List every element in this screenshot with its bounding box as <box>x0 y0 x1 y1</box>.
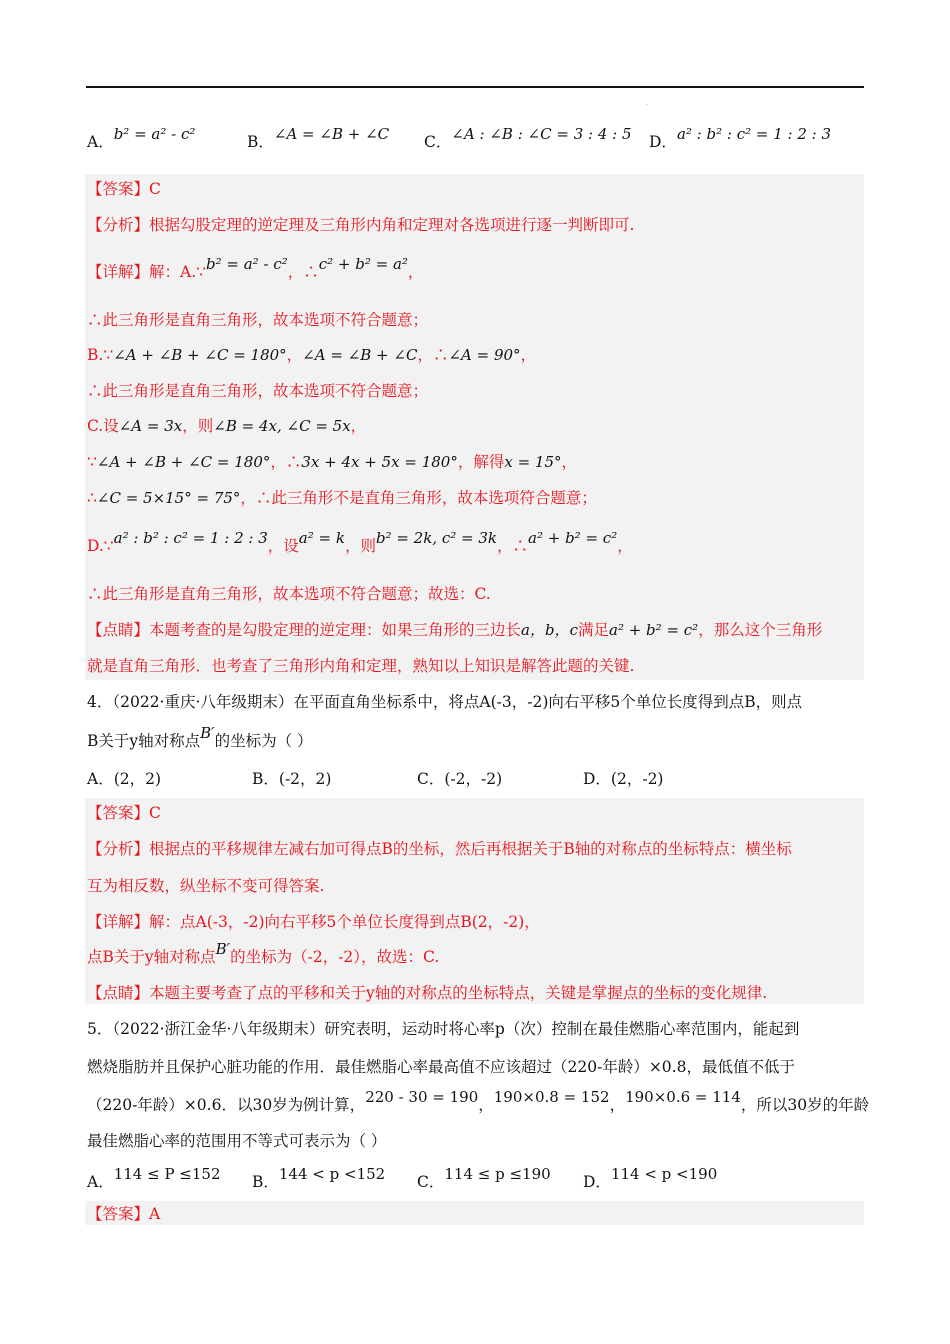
q4-option-c: C．(-2，-2) <box>417 770 503 788</box>
q4-detail: 【详解】解：点A(-3，-2)向右平移5个单位长度得到点B(2，-2)， <box>87 913 540 931</box>
q3-detail-d: D.∵a² : b² : c² = 1 : 2 : 3，设a² = k，则b² = 2k, c² = 3k，∴a² + b² = c²， <box>87 529 633 555</box>
q5-stem-line4: 最佳燃脂心率的范围用不等式可表示为（ ） <box>87 1132 387 1150</box>
q4-analysis-cont: 互为相反数，纵坐标不变可得答案. <box>87 877 325 895</box>
q4-option-d: D．(2，-2) <box>583 770 664 788</box>
header-dot: . <box>646 100 648 107</box>
q3-analysis: 【分析】根据勾股定理的逆定理及三角形内角和定理对各选项进行逐一判断即可. <box>87 216 635 234</box>
q3-option-d: D．a² : b² : c² = 1 : 2 : 3 <box>649 125 832 151</box>
q3-answer: 【答案】C <box>87 180 161 198</box>
q4-stem-line2: B关于y轴对称点B′的坐标为（ ） <box>87 724 313 750</box>
q3-detail-c: C.设∠A = 3x，则∠B = 4x, ∠C = 5x， <box>87 417 367 435</box>
q4-stem-line1: 4．（2022·重庆·八年级期末）在平面直角坐标系中，将点A(-3，-2)向右平移5个单位长度得到点B，则点 <box>87 693 803 711</box>
q3-option-a: A．b² = a² - c² <box>87 125 196 151</box>
q3-comment: 【点睛】本题考查的是勾股定理的逆定理：如果三角形的三边长a，b，c满足a² + b² = c²，那么这个三角形 <box>87 621 823 639</box>
q3-detail-c-sum: ∵∠A + ∠B + ∠C = 180°，∴3x + 4x + 5x = 180°，解得x = 15°， <box>87 453 578 471</box>
q3-conclusion-a: ∴此三角形是直角三角形，故本选项不符合题意； <box>87 311 429 329</box>
q5-option-b: B．144 < p <152 <box>252 1165 386 1191</box>
q5-option-c: C．114 ≤ p ≤190 <box>417 1165 551 1191</box>
q4-detail-cont: 点B关于y轴对称点B′的坐标为（-2，-2），故选：C. <box>87 940 440 966</box>
q3-option-c: C．∠A : ∠B : ∠C = 3 : 4 : 5 <box>424 125 632 151</box>
q3-option-c-formula: ∠A : ∠B : ∠C = 3 : 4 : 5 <box>451 125 632 143</box>
q3-option-b: B．∠A = ∠B + ∠C <box>247 125 390 151</box>
q4-solution-panel <box>85 798 864 1004</box>
q4-option-b: B．(-2，2) <box>252 770 332 788</box>
q3-option-a-formula: b² = a² - c² <box>113 125 196 143</box>
q5-stem-line2: 燃烧脂肪并且保护心脏功能的作用．最佳燃脂心率最高值不应该超过（220-年龄）×0.8，最低值不低于 <box>87 1058 795 1076</box>
q3-detail-a: 【详解】解：A.∵b² = a² - c²，∴c² + b² = a²， <box>87 255 424 281</box>
q3-comment-cont: 就是直角三角形．也考查了三角形内角和定理，熟知以上知识是解答此题的关键. <box>87 657 635 675</box>
q3-conclusion-d: ∴此三角形是直角三角形，故本选项不符合题意；故选：C. <box>87 585 491 603</box>
q3-option-b-formula: ∠A = ∠B + ∠C <box>273 125 390 143</box>
q5-stem-line3: （220-年龄）×0.6．以30岁为例计算，220 - 30 = 190，190×0.8 = 152，190×0.6 = 114，所以30岁的年龄 <box>87 1088 870 1114</box>
q4-option-a: A．(2，2) <box>87 770 162 788</box>
q4-answer: 【答案】C <box>87 804 161 822</box>
q3-conclusion-b: ∴此三角形是直角三角形，故本选项不符合题意； <box>87 382 429 400</box>
q5-solution-panel <box>85 1201 864 1225</box>
q3-detail-c-conclusion: ∴∠C = 5×15° = 75°，∴此三角形不是直角三角形，故本选项符合题意； <box>87 489 597 507</box>
q3-option-d-formula: a² : b² : c² = 1 : 2 : 3 <box>676 125 832 143</box>
q3-detail-b: B.∵∠A + ∠B + ∠C = 180°，∠A = ∠B + ∠C，∴∠A = 90°， <box>87 346 537 364</box>
q4-analysis: 【分析】根据点的平移规律左减右加可得点B的坐标，然后再根据关于B轴的对称点的坐标特点：横坐标 <box>87 840 792 858</box>
q5-answer: 【答案】A <box>87 1205 161 1223</box>
q4-comment: 【点睛】本题主要考查了点的平移和关于y轴的对称点的坐标特点，关键是掌握点的坐标的变化规律. <box>87 984 768 1002</box>
header-rule <box>86 86 864 88</box>
q5-option-a: A．114 ≤ P ≤152 <box>87 1165 221 1191</box>
q5-option-d: D．114 < p <190 <box>583 1165 718 1191</box>
q5-stem-line1: 5．（2022·浙江金华·八年级期末）研究表明，运动时将心率p（次）控制在最佳燃脂心率范围内，能起到 <box>87 1020 800 1038</box>
